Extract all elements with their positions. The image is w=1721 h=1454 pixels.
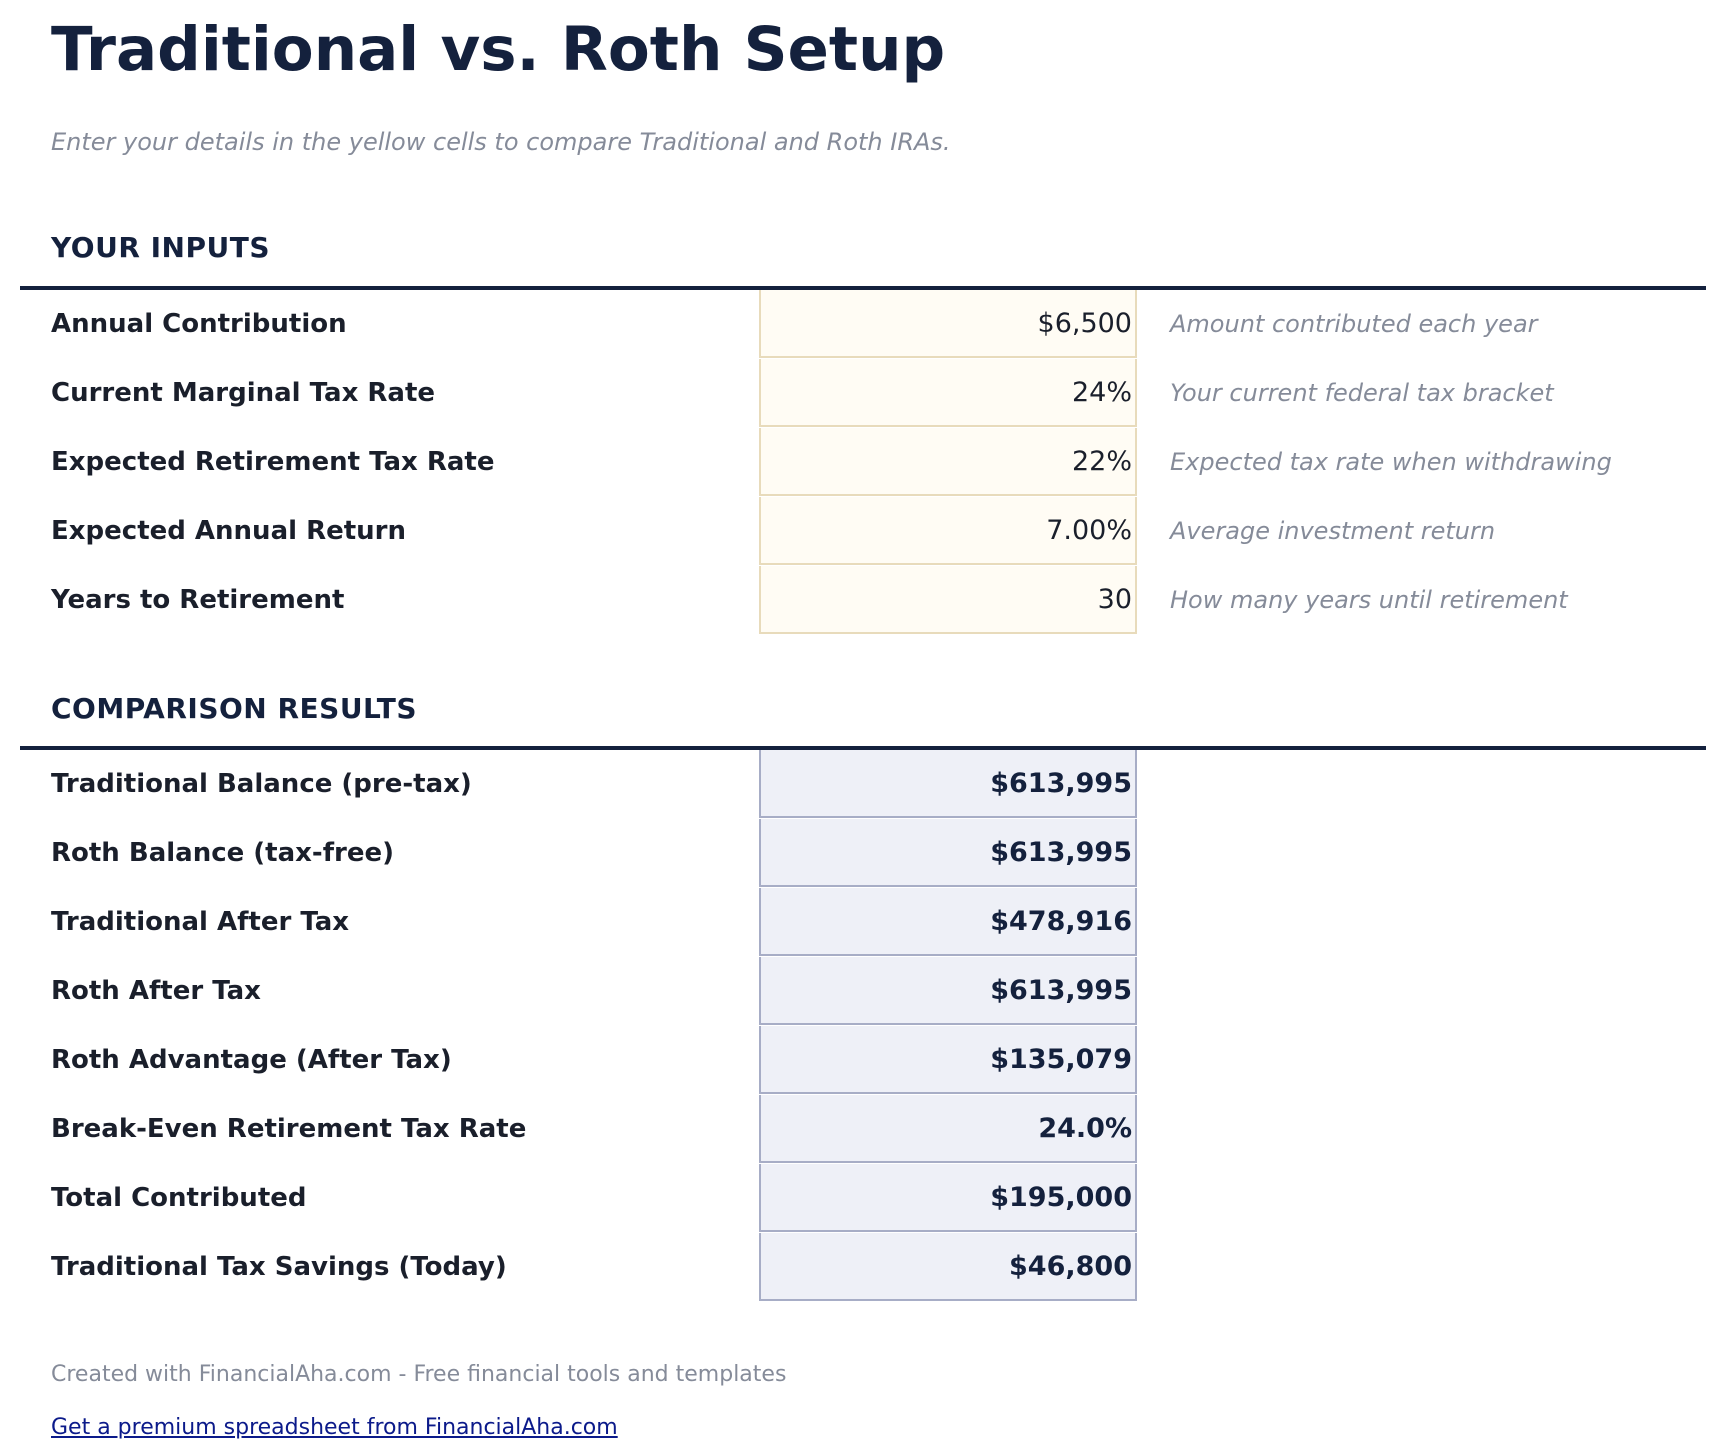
result-row	[20, 819, 1706, 888]
input-note: Expected tax rate when withdrawing	[1170, 448, 1612, 476]
result-label: Traditional Balance (pre-tax)	[51, 769, 472, 799]
results-heading: COMPARISON RESULTS	[51, 692, 418, 725]
result-label: Break-Even Retirement Tax Rate	[51, 1114, 527, 1144]
input-note: Average investment return	[1170, 517, 1496, 545]
input-row-annual-return	[20, 497, 1706, 566]
tax-savings-value[interactable]: $46,800	[759, 1233, 1137, 1301]
result-label: Traditional After Tax	[51, 907, 350, 937]
input-row-years-to-retirement	[20, 566, 1706, 635]
roth-balance-value[interactable]: $613,995	[759, 819, 1137, 887]
total-contributed-value[interactable]: $195,000	[759, 1164, 1137, 1232]
input-label: Expected Retirement Tax Rate	[51, 447, 495, 477]
page-subtitle: Enter your details in the yellow cells to compare Traditional and Roth IRAs.	[51, 128, 951, 156]
input-row-retirement-tax-rate	[20, 428, 1706, 497]
result-row	[20, 957, 1706, 1026]
roth-after-tax-value[interactable]: $613,995	[759, 957, 1137, 1025]
retirement-tax-rate-input[interactable]: 22%	[759, 428, 1137, 496]
page-title: Traditional vs. Roth Setup	[51, 14, 946, 85]
input-label: Expected Annual Return	[51, 516, 406, 546]
input-label: Years to Retirement	[51, 585, 345, 615]
input-note: Amount contributed each year	[1170, 310, 1538, 338]
break-even-rate-value[interactable]: 24.0%	[759, 1095, 1137, 1163]
inputs-table	[20, 290, 1706, 635]
result-row	[20, 1026, 1706, 1095]
result-label: Roth Advantage (After Tax)	[51, 1045, 452, 1075]
input-label: Current Marginal Tax Rate	[51, 378, 436, 408]
results-table	[20, 750, 1706, 1302]
roth-advantage-value[interactable]: $135,079	[759, 1026, 1137, 1094]
result-row	[20, 1095, 1706, 1164]
result-label: Traditional Tax Savings (Today)	[51, 1252, 507, 1282]
current-tax-rate-input[interactable]: 24%	[759, 359, 1137, 427]
traditional-balance-value[interactable]: $613,995	[759, 750, 1137, 818]
input-row-annual-contribution	[20, 290, 1706, 359]
result-row	[20, 1164, 1706, 1233]
footer-credit: Created with FinancialAha.com - Free financial tools and templates	[51, 1362, 787, 1387]
input-note: How many years until retirement	[1170, 586, 1568, 614]
annual-contribution-input[interactable]: $6,500	[759, 290, 1137, 358]
result-label: Roth After Tax	[51, 976, 261, 1006]
input-note: Your current federal tax bracket	[1170, 379, 1554, 407]
result-label: Roth Balance (tax-free)	[51, 838, 395, 868]
result-label: Total Contributed	[51, 1183, 307, 1213]
traditional-after-tax-value[interactable]: $478,916	[759, 888, 1137, 956]
annual-return-input[interactable]: 7.00%	[759, 497, 1137, 565]
result-row	[20, 750, 1706, 819]
result-row	[20, 888, 1706, 957]
result-row	[20, 1233, 1706, 1302]
premium-spreadsheet-link[interactable]: Get a premium spreadsheet from FinancialAha.com	[51, 1415, 618, 1440]
input-row-current-tax-rate	[20, 359, 1706, 428]
years-to-retirement-input[interactable]: 30	[759, 566, 1137, 634]
input-label: Annual Contribution	[51, 309, 347, 339]
inputs-heading: YOUR INPUTS	[51, 231, 270, 264]
